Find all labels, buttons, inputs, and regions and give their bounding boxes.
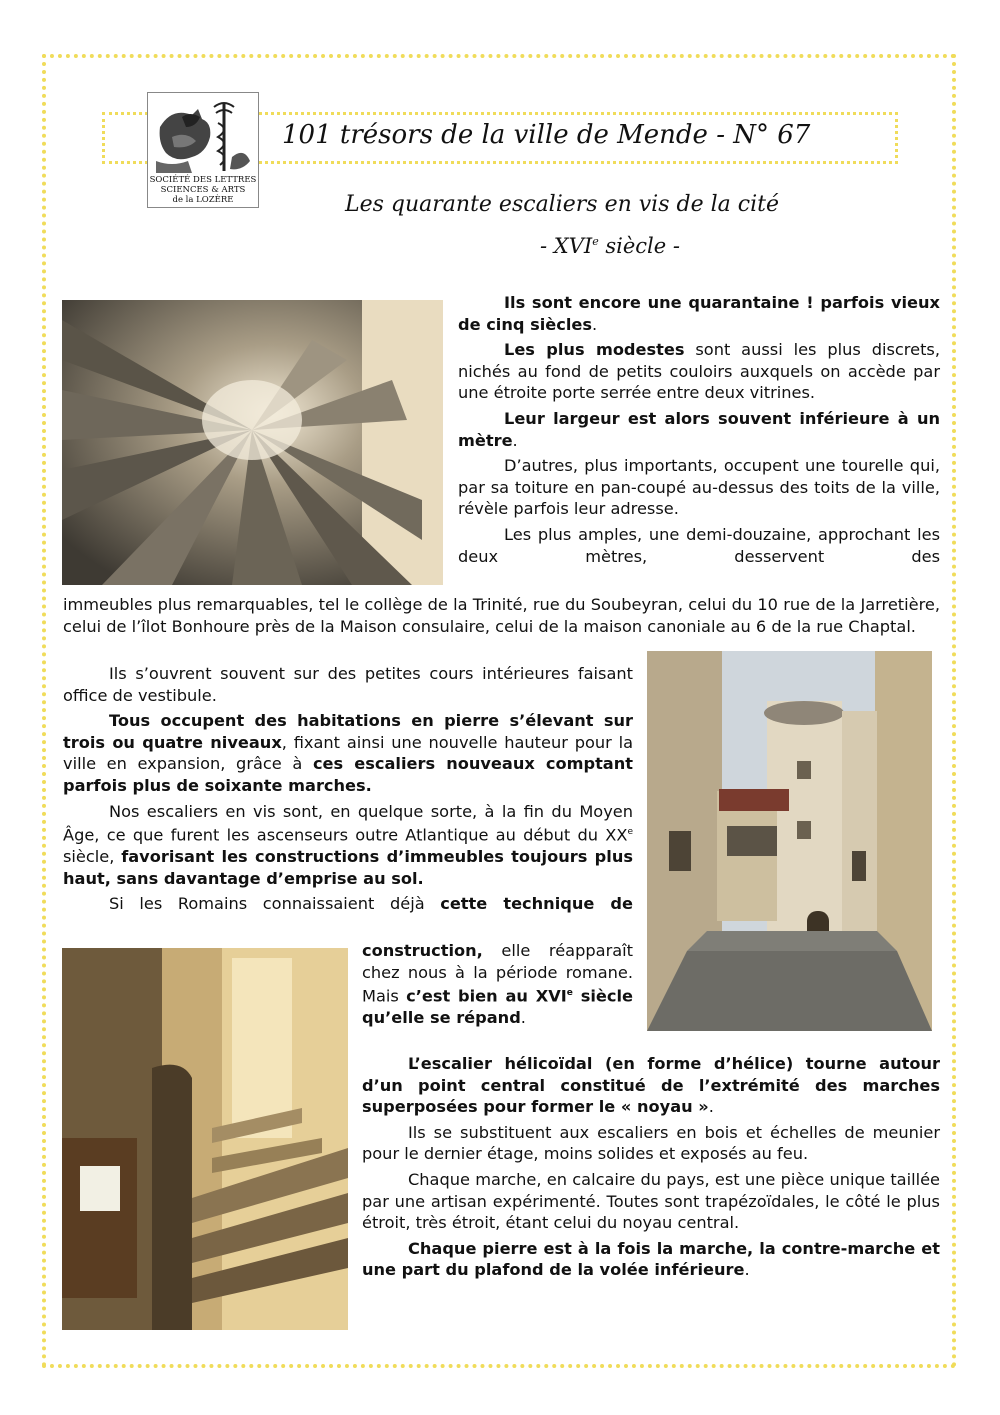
paragraph-13: Chaque pierre est à la fois la marche, la contre-marche et une part du plafond de la volée inférieure.: [362, 1238, 940, 1280]
logo-line-2: SCIENCES & ARTS: [160, 185, 246, 195]
paragraph-9a: Si les Romains connaissaient déjà cette technique de: [109, 894, 633, 914]
paragraph-10: L’escalier hélicoïdal (en forme d’hélice) tourne autour d’un point central constitué de l’extrémité des marches superposées pour former le « noyau ».: [362, 1054, 940, 1117]
society-logo: [147, 92, 259, 208]
paragraph-1: Ils sont encore une quarantaine ! parfois vieux de cinq siècles.: [458, 293, 940, 334]
paragraph-5b: immeubles plus remarquables, tel le collège de la Trinité, rue du Soubeyran, celui du 10 rue de la Jarretière, celui de l’îlot Bonhoure près de la Maison consulaire, celui de la maison canoniale au 6 de la rue Chaptal.: [63, 595, 940, 636]
courtyard-tower-photo: [647, 651, 932, 1031]
paragraph-2: Les plus modestes sont aussi les plus discrets, nichés au fond de petits couloirs auxquels on accède par une étroite porte serrée entre deux vitrines.: [458, 340, 940, 403]
paragraph-7: Tous occupent des habitations en pierre s’élevant sur trois ou quatre niveaux, fixant ainsi une nouvelle hauteur pour la ville en expansion, grâce à ces escaliers nouveaux comptant parfois plus de soixante marches.: [63, 711, 634, 795]
paragraph-9b: construction, elle réapparaît chez nous à la période romane. Mais c’est bien au XVIe siècle qu’elle se répand.: [362, 941, 634, 1028]
text-block-middle: [63, 663, 633, 919]
paragraph-4: D’autres, plus importants, occupent une tourelle qui, par sa toiture en pan-coupé au-dessus des toits de la ville, révèle parfois leur adresse.: [458, 456, 940, 519]
paragraph-11: Ils se substituent aux escaliers en bois et échelles de meunier pour le dernier étage, moins solides et exposés au feu.: [362, 1122, 940, 1164]
paragraph-6: Ils s’ouvrent souvent sur des petites cours intérieures faisant office de vestibule.: [63, 664, 633, 705]
century-label: - XVIe siècle -: [540, 234, 680, 258]
text-block-lower-narrow: [362, 940, 633, 1033]
page-subtitle: Les quarante escaliers en vis de la cité: [345, 192, 779, 217]
text-block-bottom: [362, 1053, 940, 1285]
spiral-stair-photo: [62, 300, 443, 585]
logo-line-3: de la LOZÈRE: [172, 195, 234, 205]
paragraph-12: Chaque marche, en calcaire du pays, est une pièce unique taillée par une artisan expérimenté. Toutes sont trapézoïdales, le côté le plus étroit, très étroit, étant celui du noyau central.: [362, 1169, 940, 1233]
logo-line-1: SOCIÉTÉ DES LETTRES: [149, 175, 257, 185]
paragraph-5a: Les plus amples, une demi-douzaine, approchant les deux mètres, desservent des: [458, 524, 940, 566]
hermes-emblem-icon: [152, 97, 256, 175]
text-block-top: [458, 292, 940, 571]
paragraph-3: Leur largeur est alors souvent inférieure à un mètre.: [458, 408, 940, 450]
text-block-wide: [63, 594, 940, 641]
page-title: 101 trésors de la ville de Mende - N° 67: [282, 120, 811, 150]
stone-stair-interior-photo: [62, 948, 348, 1330]
paragraph-8: Nos escaliers en vis sont, en quelque sorte, à la fin du Moyen Âge, ce que furent les ascenseurs outre Atlantique au début du XXe siècle, favorisant les constructions d’immeubles toujours plus haut, sans davantage d’emprise au sol.: [63, 801, 633, 888]
